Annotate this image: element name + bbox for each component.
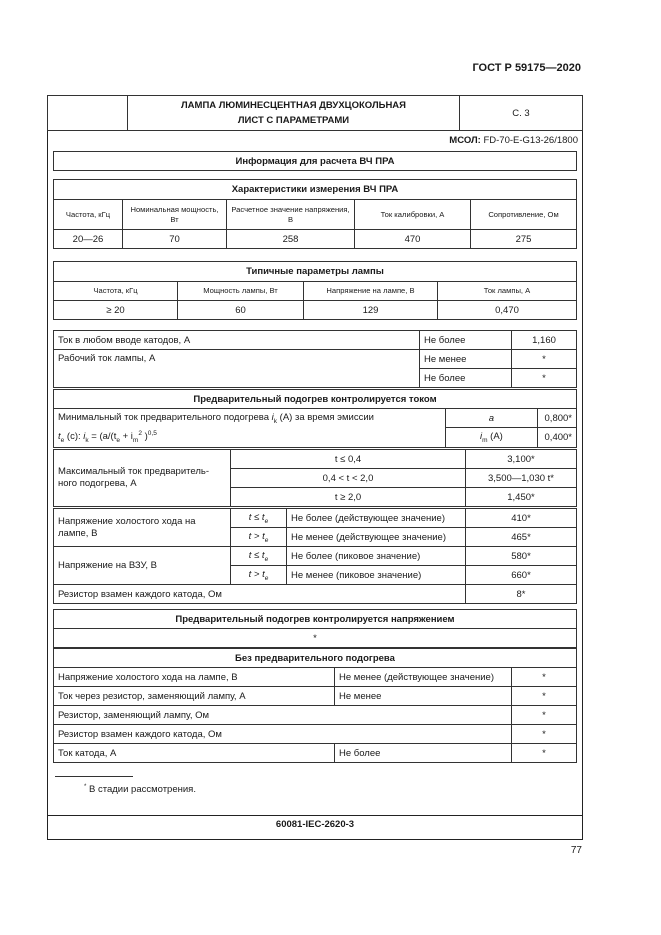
mcol-label: МСОЛ: [449, 135, 481, 146]
work-current-condition: Не менее [420, 350, 512, 369]
no-preheat-value: * [512, 725, 577, 744]
param-im-sub: m [482, 437, 488, 445]
cathode-current-condition: Не более [420, 331, 512, 350]
typical-value: 129 [304, 301, 438, 320]
typical-header: Напряжение на лампе, В [304, 282, 438, 301]
measure-value: 275 [471, 230, 577, 249]
preheat-voltage-title: Предварительный подогрев контролируется напряжением [54, 610, 577, 629]
max-preheat-value: 3,500—1,030 t* [466, 469, 577, 488]
no-preheat-value: * [512, 668, 577, 687]
typical-table [53, 261, 577, 320]
measure-value: 470 [355, 230, 471, 249]
typical-title: Типичные параметры лампы [54, 262, 577, 282]
formula-part: ) [141, 431, 148, 443]
typical-header: Мощность лампы, Вт [178, 282, 304, 301]
typical-header: Ток лампы, А [438, 282, 577, 301]
formula-part: (с): [64, 431, 84, 443]
preheat-current-title: Предварительный подогрев контролируется током [54, 390, 577, 409]
formula-m: m [132, 436, 139, 444]
info-section-table [53, 151, 577, 171]
vzu-time [231, 566, 287, 585]
param-im [445, 428, 537, 447]
min-preheat-text-2: (А) за время эмиссии [277, 412, 374, 423]
no-preheat-condition: Не менее [335, 687, 512, 706]
vzu-time-text: t ≤ t [248, 549, 265, 561]
work-current-label: Рабочий ток лампы, А [54, 350, 420, 388]
ocv-value: 465* [466, 528, 577, 547]
no-preheat-label: Напряжение холостого хода на лампе, В [54, 668, 335, 687]
vzu-time-text: t > t [248, 568, 265, 580]
footnote-text: В стадии рассмотрения. [88, 784, 196, 796]
min-preheat-text: Минимальный ток предварительного подогрева [58, 412, 272, 423]
no-preheat-label: Ток через резистор, заменяющий лампу, А [54, 687, 335, 706]
no-preheat-condition: Не более [335, 744, 512, 763]
voltage-table [53, 508, 577, 604]
formula-part: + i [119, 431, 133, 443]
title-block [47, 95, 583, 131]
cathode-current-label: Ток в любом вводе катодов, А [54, 331, 420, 350]
title-blank-cell [48, 96, 128, 131]
ocv-time-sub: e [264, 517, 269, 525]
max-preheat-condition: t ≥ 2,0 [231, 488, 466, 507]
title-line-2: ЛИСТ С ПАРАМЕТРАМИ [237, 115, 350, 126]
cathode-current-value: 1,160 [512, 331, 577, 350]
formula-i: i [83, 431, 86, 443]
ocv-time-text: t ≤ t [248, 511, 265, 523]
ocv-time-text: t > t [248, 530, 265, 542]
formula-pow: 2 [138, 429, 142, 437]
measure-value: 258 [227, 230, 355, 249]
ocv-time-sub: e [264, 536, 269, 544]
ocv-condition: Не менее (действующее значение) [287, 528, 466, 547]
footnote [84, 784, 196, 795]
measure-value: 70 [123, 230, 227, 249]
ocv-time [231, 528, 287, 547]
ik-symbol: i [271, 412, 274, 423]
formula-k: k [85, 436, 89, 444]
measure-header: Ток калибровки, А [355, 200, 471, 230]
no-preheat-value: * [512, 687, 577, 706]
max-preheat-condition: t ≤ 0,4 [231, 450, 466, 469]
vzu-time-sub: e [264, 574, 269, 582]
max-preheat-value: 1,450* [466, 488, 577, 507]
info-section-title: Информация для расчета ВЧ ПРА [54, 152, 577, 171]
measure-header: Сопротивление, Ом [471, 200, 577, 230]
no-preheat-label: Резистор, заменяющий лампу, Ом [54, 706, 512, 725]
ocv-time [231, 509, 287, 528]
ocv-value: 410* [466, 509, 577, 528]
preheat-voltage-value: * [54, 629, 577, 648]
param-a-symbol: a [488, 412, 495, 424]
work-current-value: * [512, 350, 577, 369]
no-preheat-table [53, 648, 577, 763]
no-preheat-title: Без предварительного подогрева [54, 649, 577, 668]
min-preheat-label [54, 409, 446, 448]
work-current-value: * [512, 369, 577, 388]
param-a [445, 409, 537, 428]
no-preheat-label: Резистор взамен каждого катода, Ом [54, 725, 512, 744]
formula-part: = (a/(t [91, 431, 117, 443]
measure-value: 20—26 [54, 230, 123, 249]
no-preheat-condition: Не менее (действующее значение) [335, 668, 512, 687]
formula-e: e [60, 436, 65, 444]
no-preheat-label: Ток катода, А [54, 744, 335, 763]
footer-divider [47, 815, 583, 816]
typical-value: 60 [178, 301, 304, 320]
preheat-current-table [53, 389, 577, 448]
param-im-symbol: i [479, 431, 483, 443]
param-im-unit: (А) [487, 431, 503, 443]
typical-value: 0,470 [438, 301, 577, 320]
sheet-number: С. 3 [460, 96, 583, 131]
no-preheat-value: * [512, 744, 577, 763]
vzu-condition: Не менее (пиковое значение) [287, 566, 466, 585]
measure-header: Номинальная мощность, Вт [123, 200, 227, 230]
document-title [128, 96, 460, 131]
max-preheat-condition: 0,4 < t < 2,0 [231, 469, 466, 488]
vzu-label: Напряжение на ВЗУ, В [54, 547, 231, 585]
page-number: 77 [570, 845, 582, 856]
param-a-value: 0,800* [537, 409, 576, 428]
footnote-mark: * [84, 784, 87, 790]
measure-header: Расчетное значение напряжения, В [227, 200, 355, 230]
standard-number: ГОСТ Р 59175—2020 [472, 62, 581, 74]
footer-code: 60081-IEC-2620-3 [275, 819, 355, 830]
vzu-condition: Не более (пиковое значение) [287, 547, 466, 566]
mcol-value: FD-70-E-G13-26/1800 [483, 135, 578, 146]
vzu-time-sub: e [264, 555, 269, 563]
mcol-code [449, 135, 578, 146]
measure-table [53, 179, 577, 249]
max-preheat-label: Максимальный ток предваритель-ного подогрева, А [54, 450, 231, 507]
vzu-time [231, 547, 287, 566]
currents-table [53, 330, 577, 388]
resistor-value: 8* [466, 585, 577, 604]
work-current-condition: Не более [420, 369, 512, 388]
formula-exp: 0,5 [147, 429, 157, 437]
formula-e2: e [116, 436, 120, 444]
measure-header: Частота, кГц [54, 200, 123, 230]
ocv-condition: Не более (действующее значение) [287, 509, 466, 528]
vzu-value: 660* [466, 566, 577, 585]
preheat-voltage-table [53, 609, 577, 648]
no-preheat-value: * [512, 706, 577, 725]
max-preheat-table [53, 449, 577, 507]
footnote-divider [55, 776, 133, 777]
ik-subscript: k [273, 417, 278, 425]
resistor-label: Резистор взамен каждого катода, Ом [54, 585, 466, 604]
max-preheat-value: 3,100* [466, 450, 577, 469]
formula-t: t [58, 431, 61, 443]
measure-title: Характеристики измерения ВЧ ПРА [54, 180, 577, 200]
param-im-value: 0,400* [537, 428, 576, 447]
typical-value: ≥ 20 [54, 301, 178, 320]
title-line-1: ЛАМПА ЛЮМИНЕСЦЕНТНАЯ ДВУХЦОКОЛЬНАЯ [181, 100, 406, 111]
typical-header: Частота, кГц [54, 282, 178, 301]
ocv-label: Напряжение холостого хода на лампе, В [54, 509, 231, 547]
vzu-value: 580* [466, 547, 577, 566]
